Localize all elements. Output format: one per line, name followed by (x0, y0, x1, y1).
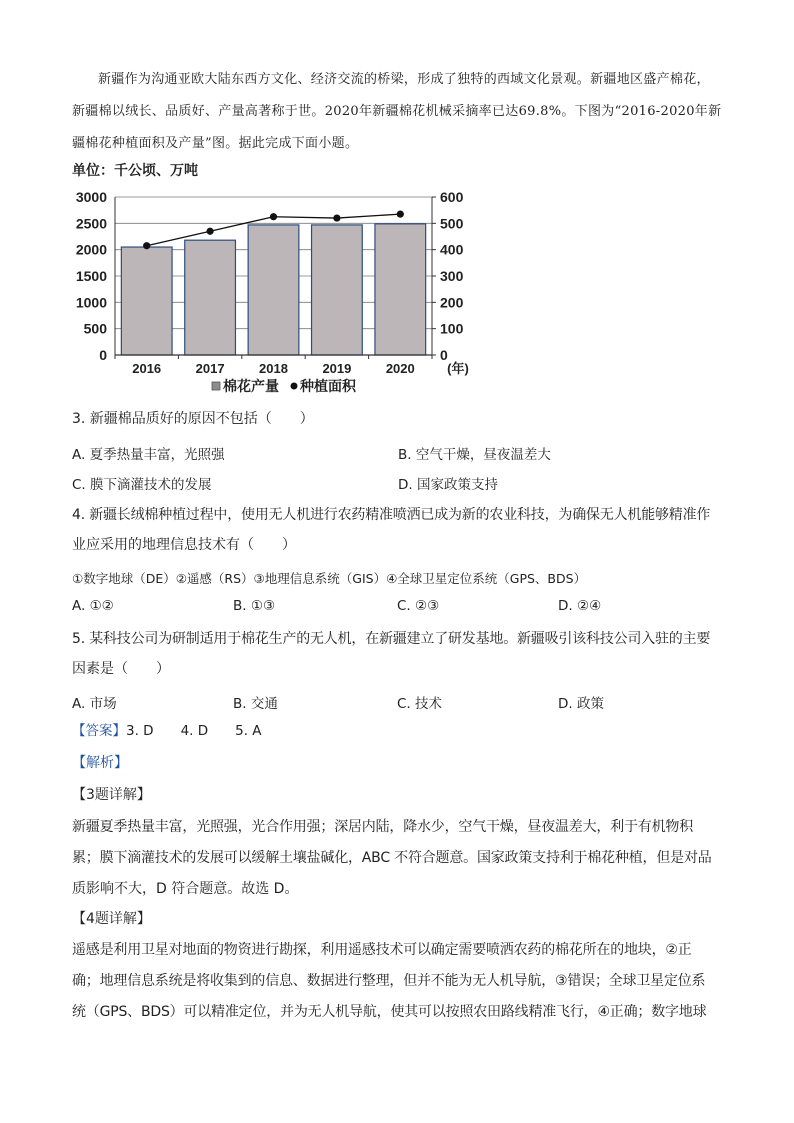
chart-legend (212, 378, 357, 395)
q3-detail-line1: 新疆夏季热量丰富，光照强，光合作用强；深居内陆，降水少，空气干燥，昼夜温差大，利于有机物积 (72, 819, 693, 835)
x-tick-label: 2019 (322, 361, 352, 376)
left-tick-label: 1000 (75, 294, 107, 311)
legend-bar-swatch (212, 382, 220, 390)
q4-option-d: D. ②④ (558, 598, 602, 614)
q3-option-b: B. 空气干燥，昼夜温差大 (398, 447, 551, 463)
cotton-chart (60, 182, 480, 397)
q3-option-c: C. 膜下滴灌技术的发展 (72, 477, 212, 493)
x-tick-label: 2018 (259, 361, 288, 376)
q4-option-c: C. ②③ (397, 598, 440, 614)
area-point-2017 (207, 228, 214, 235)
right-tick-label: 100 (440, 320, 464, 337)
q5-option-b: B. 交通 (233, 696, 278, 712)
q3-detail-line3: 质影响不大，D 符合题意。故选 D。 (72, 881, 299, 897)
bar-2018 (248, 225, 299, 355)
intro-paragraph: 新疆作为沟通亚欧大陆东西方文化、经济交流的桥梁，形成了独特的西域文化景观。新疆地区盛产棉花，新疆棉以绒长、品质好、产量高著称于世。2020年新疆棉花机械采摘率已达69.8%。下图为“2016-2020年新疆棉花种植面积及产量”图。据此完成下面小题。 (72, 72, 722, 151)
answer-text: 3. D 4. D 5. A (126, 723, 262, 739)
right-tick-label: 500 (440, 215, 464, 232)
bar-2016 (121, 247, 172, 355)
bar-2020 (375, 224, 426, 355)
q3-detail-label: 【3题详解】 (72, 787, 151, 803)
bar-2017 (185, 240, 236, 355)
left-tick-label: 3000 (75, 189, 107, 205)
right-tick-label: 0 (440, 347, 448, 363)
q4-detail-line2: 确；地理信息系统是将收集到的信息、数据进行整理，但并不能为无人机导航，③错误；全球卫星定位系 (72, 973, 706, 989)
q4-detail-line1: 遥感是利用卫星对地面的物资进行勘探，利用遥感技术可以确定需要喷洒农药的棉花所在的地块，②正 (72, 942, 692, 958)
analysis-label: 【解析】 (72, 755, 128, 771)
area-point-2019 (333, 214, 340, 221)
right-tick-label: 400 (440, 241, 464, 258)
question-4-stem-line2: 业应采用的地理信息技术有（ ） (72, 537, 296, 553)
area-point-2020 (397, 211, 404, 218)
question-3-stem: 3. 新疆棉品质好的原因不包括（ ） (72, 411, 314, 427)
x-tick-label: 2016 (132, 361, 162, 376)
left-tick-label: 2000 (75, 241, 107, 258)
left-tick-label: 500 (83, 320, 107, 337)
q5-option-a: A. 市场 (72, 696, 117, 712)
answer-line (72, 717, 724, 746)
question-4-items: ①数字地球（DE）②遥感（RS）③地理信息系统（GIS）④全球卫星定位系统（GPS、BDS） (72, 571, 587, 586)
x-tick-label: 2020 (385, 361, 415, 376)
question-4-stem-line1: 4. 新疆长绒棉种植过程中，使用无人机进行农药精准喷洒已成为新的农业科技，为确保无人机能够精准作 (72, 507, 711, 523)
area-point-2018 (270, 213, 277, 220)
x-unit-label: (年) (447, 361, 469, 376)
q4-detail-label: 【4题详解】 (72, 911, 151, 927)
right-tick-label: 200 (440, 294, 464, 311)
q4-option-b: B. ①③ (233, 598, 276, 614)
left-tick-label: 2500 (75, 215, 107, 232)
q3-detail-line2: 累；膜下滴灌技术的发展可以缓解土壤盐碱化，ABC 不符合题意。国家政策支持利于棉花种植，但是对品 (72, 850, 712, 866)
right-tick-label: 600 (440, 189, 464, 205)
x-tick-label: 2017 (195, 361, 225, 376)
q3-option-d: D. 国家政策支持 (398, 477, 498, 493)
answer-label: 【答案】 (72, 723, 126, 739)
left-tick-label: 0 (99, 347, 107, 363)
question-5-stem-line1: 5. 某科技公司为研制适用于棉花生产的无人机，在新疆建立了研发基地。新疆吸引该科技公司入驻的主要 (72, 631, 711, 647)
right-tick-label: 300 (440, 268, 464, 284)
q3-option-a: A. 夏季热量丰富，光照强 (72, 447, 225, 463)
q4-detail-line3: 统（GPS、BDS）可以精准定位，并为无人机导航，使其可以按照农田路线精准飞行，④正确；数字地球 (72, 1004, 707, 1020)
legend-bar-label: 棉花产量 (223, 379, 279, 395)
q4-option-a: A. ①② (72, 598, 114, 614)
q5-option-d: D. 政策 (558, 696, 604, 712)
question-5-stem-line2: 因素是（ ） (72, 661, 170, 677)
legend-line-label: 种植面积 (300, 379, 356, 395)
area-point-2016 (143, 242, 150, 249)
bar-2019 (312, 225, 363, 355)
legend-line-swatch (291, 383, 298, 390)
chart-unit-label: 单位：千公顷、万吨 (72, 163, 198, 179)
q5-option-c: C. 技术 (397, 696, 443, 712)
left-tick-label: 1500 (75, 268, 107, 284)
